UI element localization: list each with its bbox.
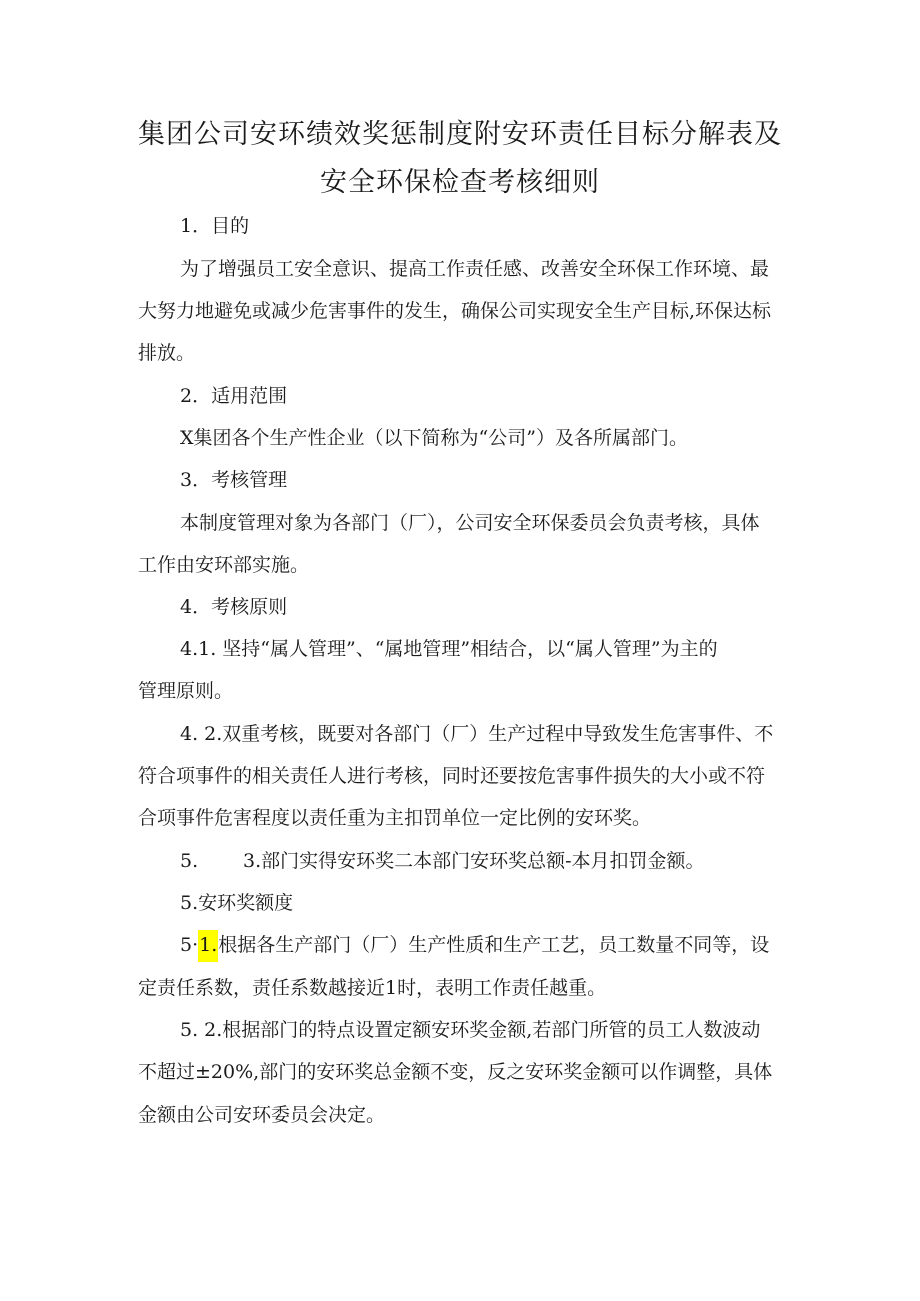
section-5-1-line-1 (180, 933, 769, 957)
section-1-heading: 1．目的 (180, 215, 250, 237)
section-5-1-text: 根据各生产部门（厂）生产性质和生产工艺，员工数量不同等，设 (218, 934, 770, 956)
section-4-1-line-1: 4.1. 坚持“属人管理”、“属地管理”相结合，以“属人管理”为主的 (180, 638, 718, 660)
section-5-1-prefix: 5· (180, 934, 199, 956)
document-title-line-1: 集团公司安环绩效奖惩制度附安环责任目标分解表及 (138, 119, 782, 150)
section-4-3-number: 5. (180, 850, 199, 872)
section-5-2-line-2: 不超过±20%,部门的安环奖总金额不变，反之安环奖金额可以作调整，具体 (138, 1061, 773, 1083)
section-3-paragraph-line-1: 本制度管理对象为各部门（厂），公司安全环保委员会负责考核，具体 (180, 512, 760, 534)
section-1-paragraph-line-1: 为了增强员工安全意识、提高工作责任感、改善安全环保工作环境、最 (180, 258, 770, 280)
section-1-paragraph-line-3: 排放。 (138, 342, 196, 364)
section-4-3-text: 3.部门实得安环奖二本部门安环奖总额-本月扣罚金额。 (243, 850, 705, 872)
section-5-heading: 5.安环奖额度 (180, 892, 294, 914)
section-4-2-line-3: 合项事件危害程度以责任重为主扣罚单位一定比例的安环奖。 (138, 807, 652, 829)
section-1-paragraph-line-2: 大努力地避免或减少危害事件的发生，确保公司实现安全生产目标,环保达标 (138, 300, 772, 322)
document-title-line-2: 安全环保检查考核细则 (320, 167, 600, 198)
section-3-paragraph-line-2: 工作由安环部实施。 (138, 554, 310, 576)
highlighted-number: 1. (198, 930, 218, 962)
section-4-heading: 4．考核原则 (180, 596, 288, 618)
section-2-paragraph: X集团各个生产性企业（以下简称为“公司”）及各所属部门。 (180, 427, 688, 449)
section-5-1-line-2: 定责任系数，责任系数越接近1时，表明工作责任越重。 (138, 977, 607, 999)
section-3-heading: 3．考核管理 (180, 469, 288, 491)
section-4-2-line-2: 符合项事件的相关责任人进行考核，同时还要按危害事件损失的大小或不符 (138, 765, 766, 787)
section-5-2-line-1: 5. 2.根据部门的特点设置定额安环奖金额,若部门所管的员工人数波动 (180, 1019, 761, 1041)
section-5-2-line-3: 金额由公司安环委员会决定。 (138, 1104, 386, 1126)
section-4-1-line-2: 管理原则。 (138, 680, 234, 702)
section-2-heading: 2．适用范围 (180, 385, 288, 407)
section-4-2-line-1: 4. 2.双重考核，既要对各部门（厂）生产过程中导致发生危害事件、不 (180, 723, 774, 745)
